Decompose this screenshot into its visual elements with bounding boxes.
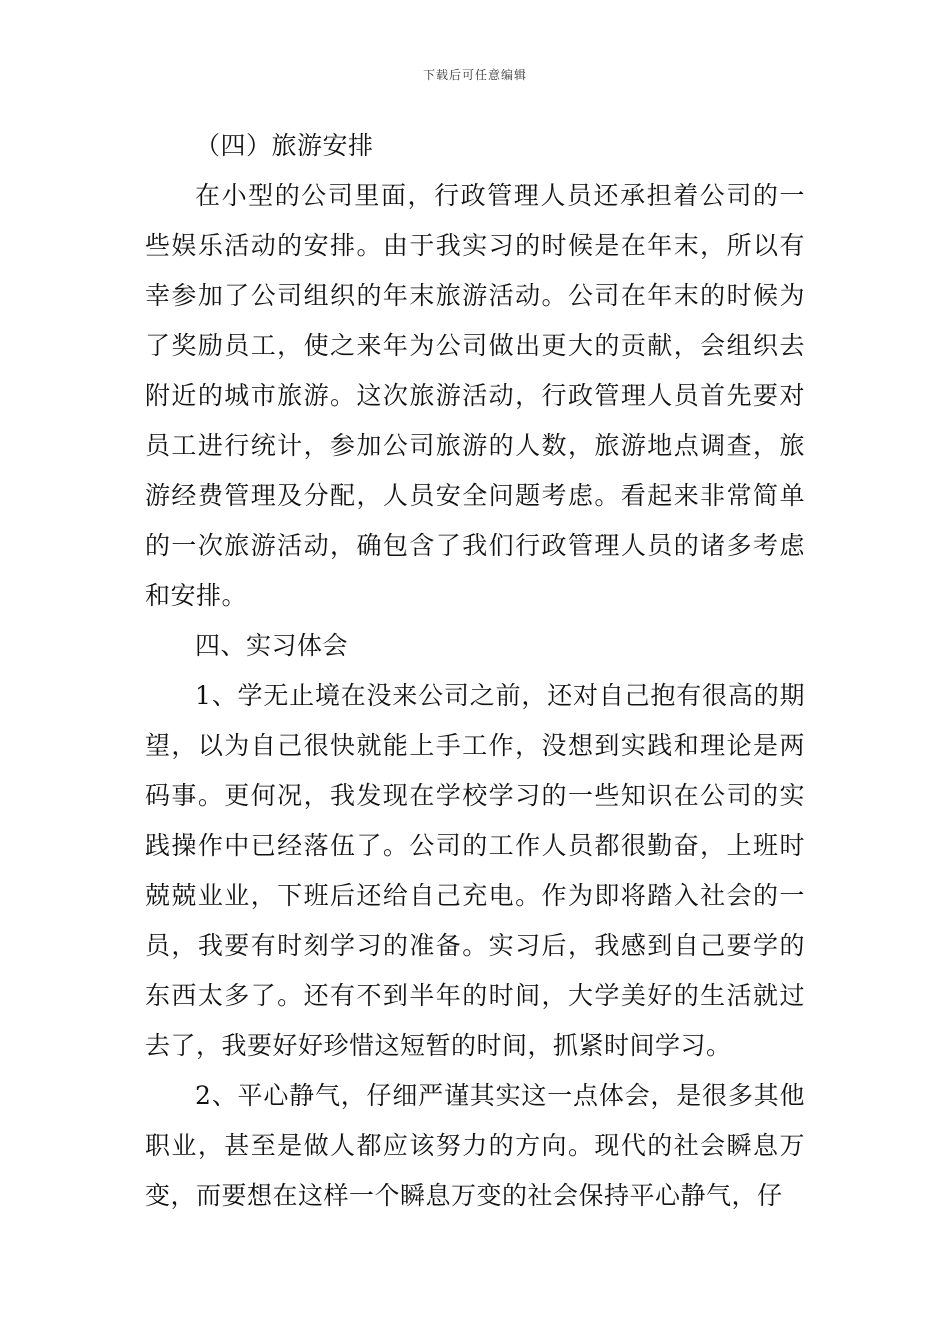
page-header: 下载后可任意编辑 <box>422 68 527 82</box>
paragraph-endless-learning: 1、学无止境在没来公司之前，还对自己抱有很高的期望，以为自己很快就能上手工作，没想到实践和理论是两码事。更何况，我发现在学校学习的一些知识在公司的实践操作中已经落伍了。公司的工作人员都很勤奋，上班时兢兢业业，下班后还给自己充电。作为即将踏入社会的一员，我要有时刻学习的准备。实习后，我感到自己要学的东西太多了。还有不到半年的时间，大学美好的生活就过去了，我要好好珍惜这短暂的时间，抓紧时间学习。 <box>145 681 805 1060</box>
paragraph-travel-arrangement: 在小型的公司里面，行政管理人员还承担着公司的一些娱乐活动的安排。由于我实习的时候是在年末，所以有幸参加了公司组织的年末旅游活动。公司在年末的时候为了奖励员工，使之来年为公司做出更大的贡献，会组织去附近的城市旅游。这次旅游活动，行政管理人员首先要对员工进行统计，参加公司旅游的人数，旅游地点调查，旅游经费管理及分配，人员安全问题考虑。看起来非常简单的一次旅游活动，确包含了我们行政管理人员的诸多考虑和安排。 <box>145 181 805 610</box>
document-body <box>145 121 805 1221</box>
section-heading-internship-reflection: 四、实习体会 <box>195 631 349 660</box>
section-heading-travel: （四）旅游安排 <box>195 131 374 160</box>
paragraph-calm-and-careful: 2、平心静气，仔细严谨其实这一点体会，是很多其他职业，甚至是做人都应该努力的方向。现代的社会瞬息万变，而要想在这样一个瞬息万变的社会保持平心静气，仔 <box>145 1081 805 1210</box>
